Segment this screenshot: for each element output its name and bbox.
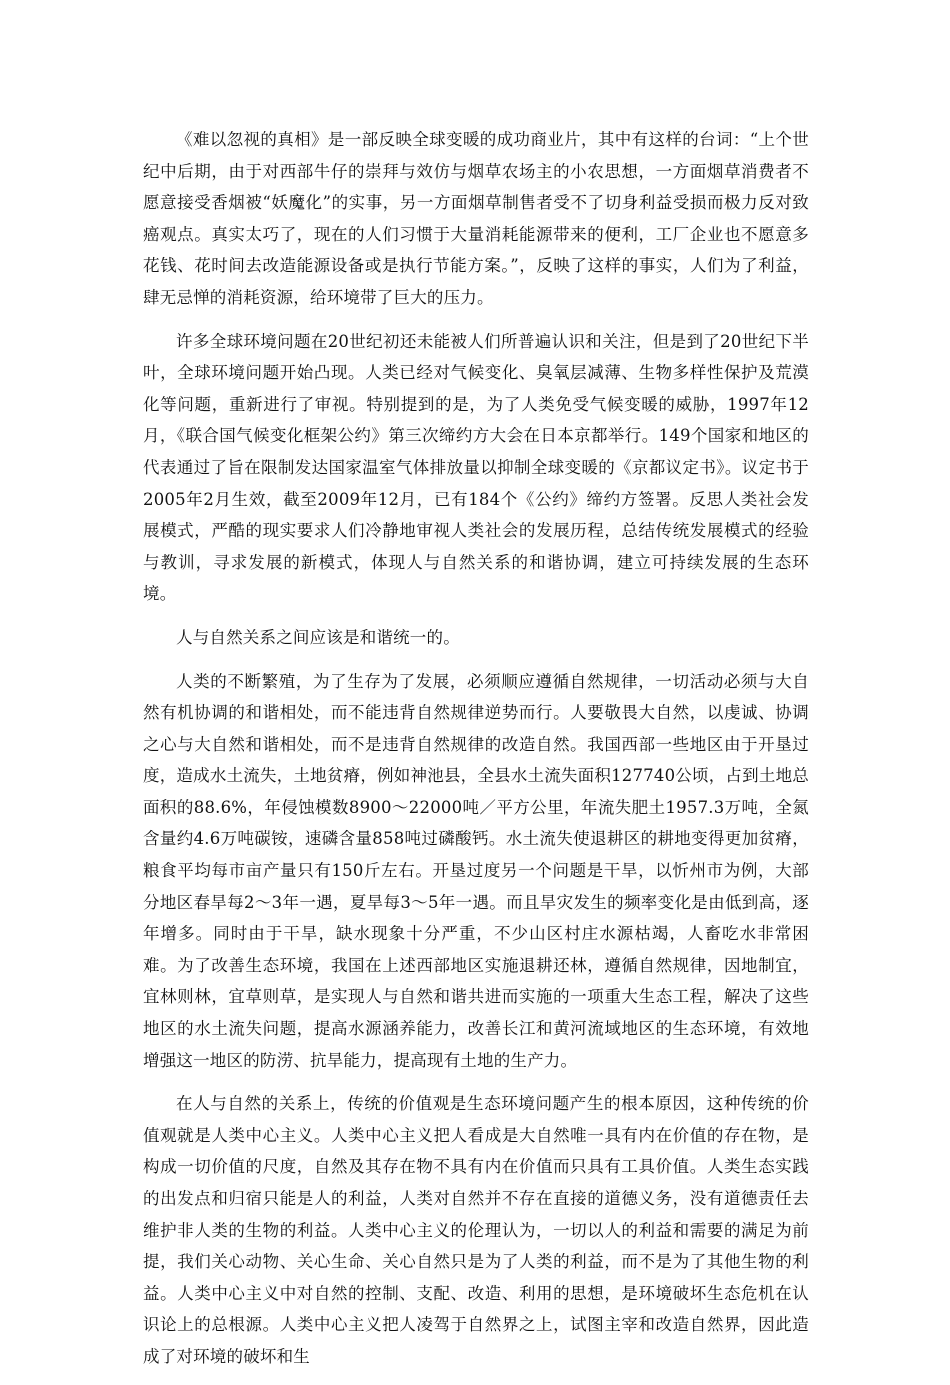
paragraph-natural-laws: 人类的不断繁殖，为了生存为了发展，必须顺应遵循自然规律，一切活动必须与大自然有机协调的和谐相处，而不能违背自然规律逆势而行。人要敬畏大自然，以虔诚、协调之心与大自然和谐相处，而不是违背自然规律的改造自然。我国西部一些地区由于开垦过度，造成水土流失，土地贫瘠，例如神池县，全县水土流失面积127740公顷，占到土地总面积的88.6%，年侵蚀模数8900～22000吨／平方公里，年流失肥土1957.3万吨，全氮含量约4.6万吨碳铵，速磷含量858吨过磷酸钙。水土流失使退耕区的耕地变得更加贫瘠，粮食平均每市亩产量只有150斤左右。开垦过度另一个问题是干旱，以忻州市为例，大部分地区春旱每2～3年一遇，夏旱每3～5年一遇。而且旱灾发生的频率变化是由低到高，逐年增多。同时由于干旱，缺水现象十分严重，不少山区村庄水源枯竭，人畜吃水非常困难。为了改善生态环境，我国在上述西部地区实施退耕还林，遵循自然规律，因地制宜，宜林则林，宜草则草，是实现人与自然和谐共进而实施的一项重大生态工程，解决了这些地区的水土流失问题，提高水源涵养能力，改善长江和黄河流域地区的生态环境，有效地增强这一地区的防涝、抗旱能力，提高现有土地的生产力。 bbox=[143, 671, 809, 1070]
paragraph-harmony-statement: 人与自然关系之间应该是和谐统一的。 bbox=[176, 627, 460, 647]
paragraph-anthropocentrism: 在人与自然的关系上，传统的价值观是生态环境问题产生的根本原因，这种传统的价值观就是人类中心主义。人类中心主义把人看成是大自然唯一具有内在价值的存在物，是构成一切价值的尺度，自然及其存在物不具有内在价值而只具有工具价值。人类生态实践的出发点和归宿只能是人的利益，人类对自然并不存在直接的道德义务，没有道德责任去维护非人类的生物的利益。人类中心主义的伦理认为，一切以人的利益和需要的满足为前提，我们关心动物、关心生命、关心自然只是为了人类的利益，而不是为了其他生物的利益。人类中心主义中对自然的控制、支配、改造、利用的思想，是环境破坏生态危机在认识论上的总根源。人类中心主义把人凌驾于自然界之上，试图主宰和改造自然界，因此造成了对环境的破坏和生 bbox=[143, 1094, 809, 1366]
document-body bbox=[143, 124, 809, 1385]
paragraph-film-quote: 《难以忽视的真相》是一部反映全球变暖的成功商业片，其中有这样的台词：“上个世纪中后期，由于对西部牛仔的崇拜与效仿与烟草农场主的小农思想，一方面烟草消费者不愿意接受香烟被“妖魔化”的实事，另一方面烟草制售者受不了切身利益受损而极力反对致癌观点。真实太巧了，现在的人们习惯于大量消耗能源带来的便利，工厂企业也不愿意多花钱、花时间去改造能源设备或是执行节能方案。”，反映了这样的事实，人们为了利益，肆无忌惮的消耗资源，给环境带了巨大的压力。 bbox=[143, 130, 809, 307]
paragraph-global-environment: 许多全球环境问题在20世纪初还未能被人们所普遍认识和关注，但是到了20世纪下半叶，全球环境问题开始凸现。人类已经对气候变化、臭氧层减薄、生物多样性保护及荒漠化等问题，重新进行了审视。特别提到的是，为了人类免受气候变暖的威胁，1997年12月，《联合国气候变化框架公约》第三次缔约方大会在日本京都举行。149个国家和地区的代表通过了旨在限制发达国家温室气体排放量以抑制全球变暖的《京都议定书》。议定书于2005年2月生效，截至2009年12月，已有184个《公约》缔约方签署。反思人类社会发展模式，严酷的现实要求人们冷静地审视人类社会的发展历程，总结传统发展模式的经验与教训，寻求发展的新模式，体现人与自然关系的和谐协调，建立可持续发展的生态环境。 bbox=[143, 331, 809, 604]
